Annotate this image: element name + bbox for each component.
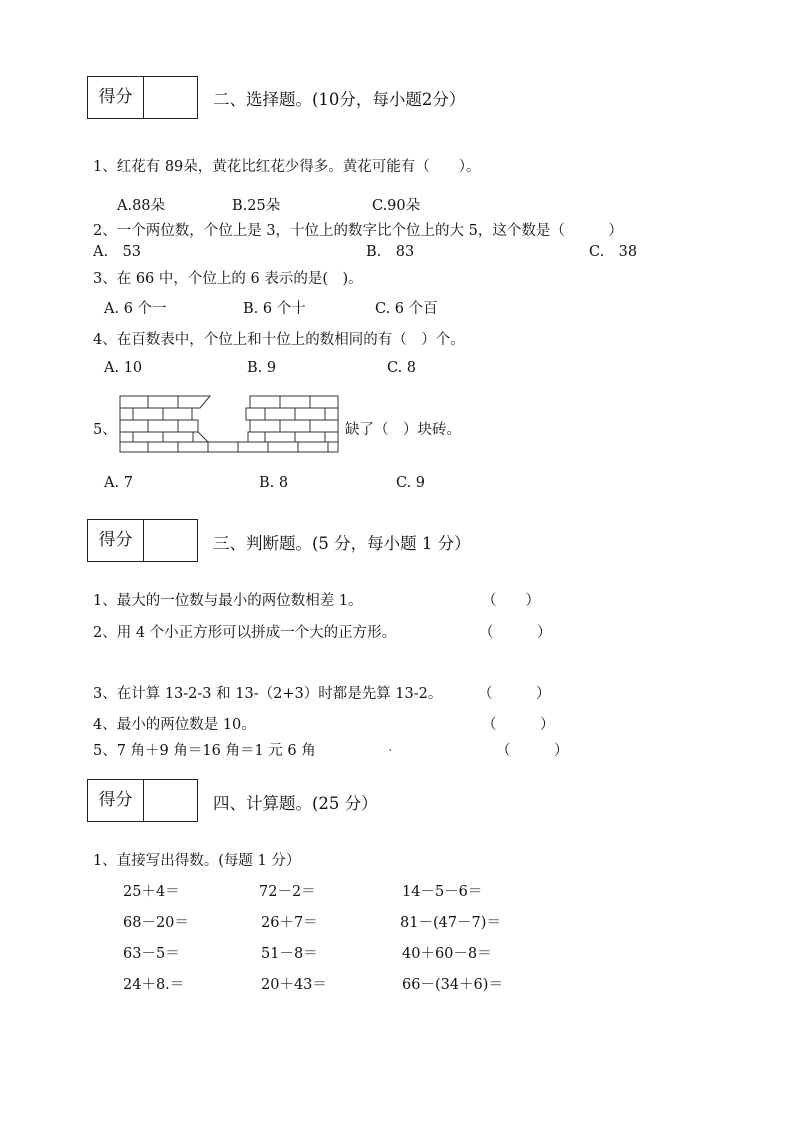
q5-option-b: B. 8 bbox=[259, 475, 289, 491]
judge-paren-2: （ ） bbox=[479, 625, 552, 641]
brick-wall-figure bbox=[118, 394, 340, 454]
q3-option-b: B. 6 个十 bbox=[243, 301, 306, 317]
q2-stem: 2、一个两位数，个位上是 3，十位上的数字比个位上的大 5，这个数是（ ） bbox=[93, 223, 623, 239]
calc-item: 25＋4＝ bbox=[123, 884, 180, 900]
section2-title: 二、选择题。(10分，每小题2分） bbox=[213, 90, 466, 109]
score-box-section4 bbox=[87, 779, 198, 822]
q1-option-c: C.90朵 bbox=[372, 198, 421, 214]
score-label: 得分 bbox=[88, 780, 144, 821]
q5-option-a: A. 7 bbox=[104, 475, 133, 491]
section3-title: 三、判断题。(5 分，每小题 1 分） bbox=[213, 534, 471, 553]
q3-option-c: C. 6 个百 bbox=[375, 301, 438, 317]
score-label: 得分 bbox=[88, 520, 144, 561]
q5-option-c: C. 9 bbox=[396, 475, 426, 491]
q3-option-a: A. 6 个一 bbox=[104, 301, 167, 317]
judge-paren-1: （ ） bbox=[482, 593, 540, 609]
calc-item: 20＋43＝ bbox=[261, 977, 327, 993]
judge-paren-3: （ ） bbox=[478, 686, 551, 702]
calc-item: 81－(47－7)＝ bbox=[400, 915, 501, 931]
judge-item-5-mark: . bbox=[388, 739, 393, 755]
calc-item: 14－5－6＝ bbox=[402, 884, 483, 900]
judge-item-4: 4、最小的两位数是 10。 bbox=[93, 717, 256, 733]
q4-option-b: B. 9 bbox=[247, 360, 277, 376]
q2-option-b: B. 83 bbox=[366, 244, 415, 260]
calc-item: 26＋7＝ bbox=[261, 915, 318, 931]
calc-item: 66－(34＋6)＝ bbox=[402, 977, 503, 993]
q5-stem-suffix: 缺了（ ）块砖。 bbox=[345, 422, 461, 438]
q4-option-a: A. 10 bbox=[104, 360, 143, 376]
section4-title: 四、计算题。(25 分） bbox=[213, 794, 378, 813]
calc-item: 24＋8.＝ bbox=[123, 977, 185, 993]
q1-option-b: B.25朵 bbox=[232, 198, 281, 214]
judge-item-1: 1、最大的一位数与最小的两位数相差 1。 bbox=[93, 593, 363, 609]
judge-paren-5: （ ） bbox=[496, 743, 569, 759]
q2-option-c: C. 38 bbox=[589, 244, 638, 260]
score-box-section2 bbox=[87, 76, 198, 119]
judge-item-5: 5、7 角＋9 角＝16 角＝1 元 6 角 bbox=[93, 743, 316, 759]
score-label: 得分 bbox=[88, 77, 144, 118]
q1-stem: 1、红花有 89朵，黄花比红花少得多。黄花可能有（ ）。 bbox=[93, 159, 481, 175]
calc-item: 51－8＝ bbox=[261, 946, 318, 962]
judge-item-2: 2、用 4 个小正方形可以拼成一个大的正方形。 bbox=[93, 625, 397, 641]
q3-stem: 3、在 66 中，个位上的 6 表示的是( )。 bbox=[93, 271, 363, 287]
q1-option-a: A.88朵 bbox=[117, 198, 166, 214]
q2-option-a: A. 53 bbox=[93, 244, 142, 260]
calc-item: 40＋60－8＝ bbox=[402, 946, 492, 962]
calc-instruction: 1、直接写出得数。(每题 1 分） bbox=[93, 853, 301, 869]
calc-item: 63－5＝ bbox=[123, 946, 180, 962]
judge-item-3: 3、在计算 13-2-3 和 13-（2+3）时都是先算 13-2。 bbox=[93, 686, 443, 702]
score-box-section3 bbox=[87, 519, 198, 562]
calc-item: 68－20＝ bbox=[123, 915, 189, 931]
q4-stem: 4、在百数表中，个位上和十位上的数相同的有（ ）个。 bbox=[93, 332, 465, 348]
q5-stem-prefix: 5、 bbox=[93, 422, 117, 438]
calc-item: 72－2＝ bbox=[259, 884, 316, 900]
q4-option-c: C. 8 bbox=[387, 360, 417, 376]
judge-paren-4: （ ） bbox=[482, 717, 555, 733]
